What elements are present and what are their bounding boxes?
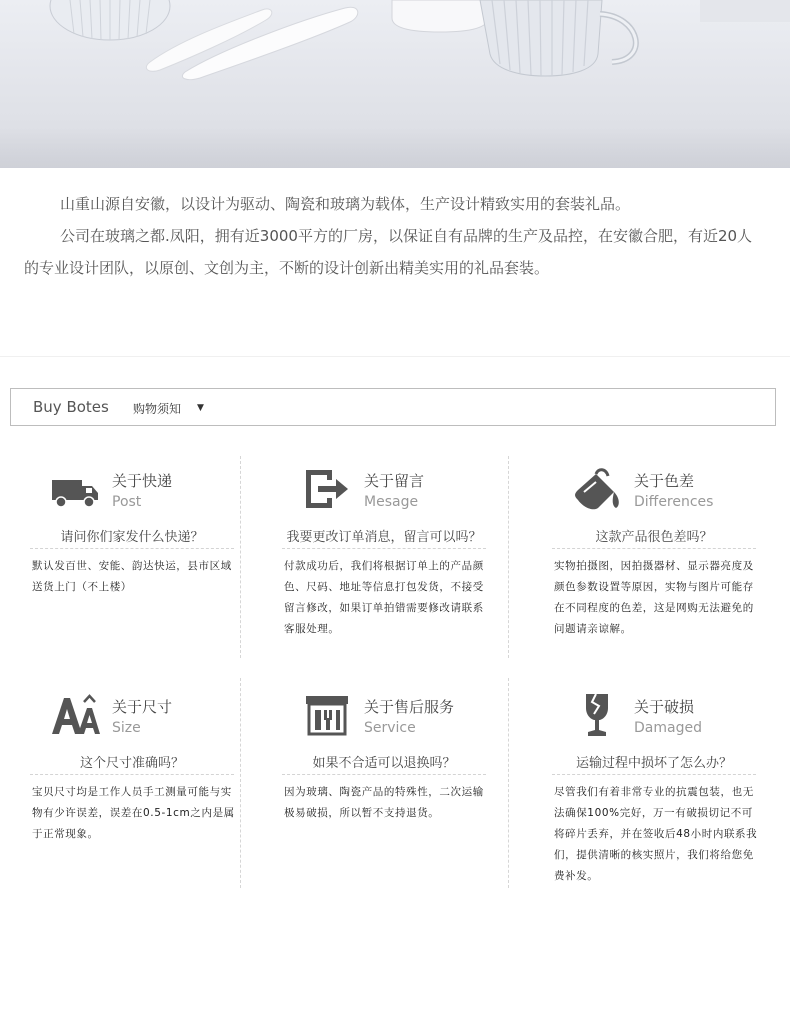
notice-item-message: [272, 448, 496, 663]
buy-notes-title-en: Buy Botes: [33, 398, 109, 416]
font-size-icon: [50, 692, 100, 738]
item-title-cn: 关于尺寸: [112, 698, 173, 716]
item-question: 这个尺寸准确吗？: [79, 756, 184, 771]
item-title-en: Service: [364, 720, 416, 736]
truck-icon: [50, 466, 100, 512]
item-question: 请问你们家发什么快递？: [60, 530, 204, 545]
item-title-cn: 关于留言: [364, 472, 425, 490]
grid-divider: [508, 456, 509, 658]
item-title-cn: 关于快递: [112, 472, 173, 490]
exit-arrow-icon: [302, 466, 352, 512]
item-title-cn: 关于售后服务: [364, 698, 455, 716]
item-answer: 因为玻璃、陶瓷产品的特殊性，二次运输极易破损，所以暂不支持退货。: [284, 786, 484, 819]
item-title-en: Mesage: [364, 494, 419, 510]
item-title-en: Differences: [634, 494, 714, 510]
item-title-en: Post: [112, 494, 142, 510]
item-title-cn: 关于破损: [634, 698, 695, 716]
broken-glass-icon: [572, 692, 622, 738]
item-title-cn: 关于色差: [634, 472, 695, 490]
hero-shadow: [0, 128, 790, 168]
notice-item-size: [20, 674, 244, 889]
question-underline: [552, 774, 756, 775]
item-question: 我要更改订单消息，留言可以吗？: [286, 530, 482, 545]
question-underline: [30, 548, 234, 549]
buy-notes-header: [10, 388, 776, 426]
item-answer: 宝贝尺寸均是工作人员手工测量可能与实物有少许误差，误差在0.5-1cm之内是属于正常现象。: [32, 786, 235, 840]
item-answer: 实物拍摄图，因拍摄器材、显示器亮度及颜色参数设置等原因，实物与图片可能存在不同程度的色差，这是网购无法避免的问题请亲谅解。: [554, 560, 754, 635]
item-question: 运输过程中损坏了怎么办？: [575, 756, 732, 771]
grid-divider: [508, 678, 509, 888]
company-intro: [24, 188, 764, 284]
notice-item-differences: [542, 448, 766, 663]
item-answer: 付款成功后，我们将根据订单上的产品颜色、尺码、地址等信息打包发货，不接受留言修改，如果订单拍错需要修改请联系客服处理。: [284, 560, 484, 635]
intro-line-1: 山重山源自安徽，以设计为驱动、陶瓷和玻璃为载体，生产设计精致实用的套装礼品。: [60, 195, 631, 213]
notice-item-damaged: [542, 674, 766, 889]
storefront-icon: [302, 692, 352, 738]
notice-item-service: [272, 674, 496, 889]
section-divider: [0, 356, 790, 357]
paint-bucket-icon: [572, 466, 622, 512]
notice-item-post: [20, 448, 244, 663]
buy-notes-title-cn: 购物须知: [133, 402, 182, 416]
question-underline: [30, 774, 234, 775]
intro-line-2: 公司在玻璃之都.凤阳，拥有近3000平方的厂房，以保证自有品牌的生产及品控，在安徽合肥，有近20人的专业设计团队，以原创、文创为主，不断的设计创新出精美实用的礼品套装。: [24, 227, 753, 277]
item-answer: 默认发百世、安能、韵达快运，县市区域送货上门（不上楼）: [32, 560, 232, 593]
item-title-en: Damaged: [634, 720, 702, 736]
caret-down-icon: ▼: [197, 403, 204, 413]
hero-product-image: [0, 0, 790, 168]
item-title-en: Size: [112, 720, 141, 736]
question-underline: [552, 548, 756, 549]
question-underline: [282, 548, 486, 549]
item-answer: 尽管我们有着非常专业的抗震包装，也无法确保100%完好，万一有破损切记不可将碎片丢弃，并在签收后48小时内联系我们，提供清晰的核实照片，我们将给您免费补发。: [554, 786, 758, 882]
item-question: 如果不合适可以退换吗？: [312, 756, 456, 771]
item-question: 这款产品很色差吗？: [595, 530, 713, 545]
question-underline: [282, 774, 486, 775]
